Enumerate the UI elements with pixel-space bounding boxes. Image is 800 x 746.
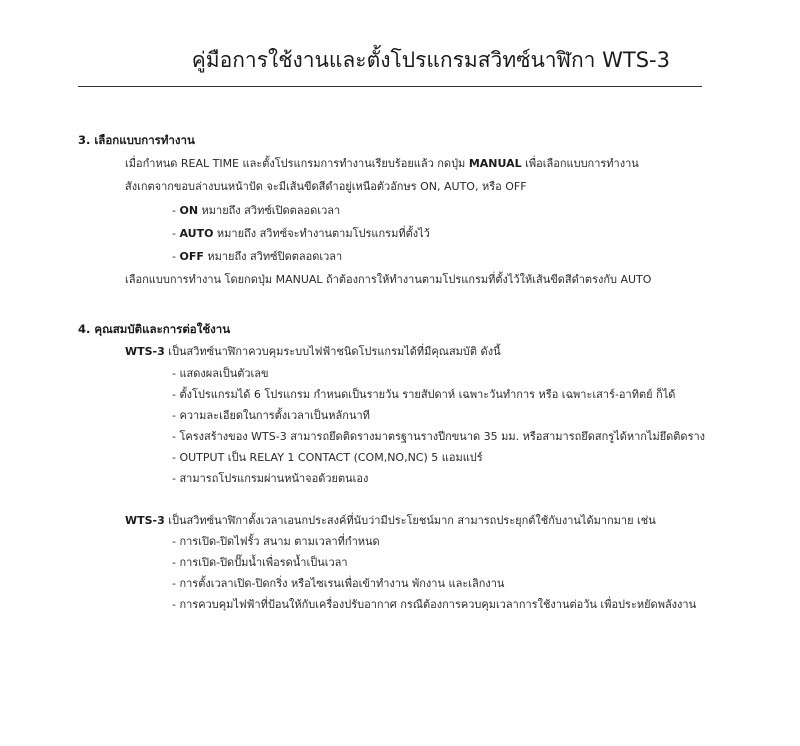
mode-dash: - (172, 250, 180, 263)
section3-paragraph-1 (125, 157, 639, 171)
use-item: - การตั้งเวลาเปิด-ปิดกริ่ง หรือไซเรนเพื่อเข้าทำงาน พักงาน และเลิกงาน (172, 577, 505, 590)
feature-item: - โครงสร้างของ WTS-3 สามารถยึดติดรางมาตรฐานรางปีกขนาด 35 มม. หรือสามารถยึดสกรูได้หากไม่ยึดติดราง (172, 430, 706, 443)
intro-1-text: เป็นสวิทซ์นาฬิกาควบคุมระบบไฟฟ้าชนิดโปรแกรมได้ที่มีคุณสมบัติ ดังนี้ (164, 345, 501, 358)
model-name: WTS-3 (125, 345, 165, 358)
use-item: - การควบคุมไฟฟ้าที่ป้อนให้กับเครื่องปรับอากาศ กรณีต้องการควบคุมเวลาการใช้งานต่อวัน เพื่อประหยัดพลังงาน (172, 598, 697, 611)
use-item: - การเปิด-ปิดปั๊มน้ำเพื่อรดน้ำเป็นเวลา (172, 556, 348, 569)
intro-2-text: เป็นสวิทซ์นาฬิกาตั้งเวลาเอนกประสงค์ที่นับว่ามีประโยชน์มาก สามารถประยุกต์ใช้กับงานได้มากมาย เช่น (164, 514, 656, 527)
mode-off-item (172, 250, 342, 264)
section3-paragraph-3: เลือกแบบการทำงาน โดยกดปุ่ม MANUAL ถ้าต้องการให้ทำงานตามโปรแกรมที่ตั้งไว้ให้เส้นขีดสีดำตรงกับ AUTO (125, 273, 652, 286)
manual-keyword: MANUAL (468, 157, 522, 170)
section4-intro-1 (125, 345, 501, 359)
mode-on-desc: หมายถึง สวิทซ์เปิดตลอดเวลา (198, 204, 341, 217)
mode-dash: - (172, 204, 180, 217)
feature-item: - ตั้งโปรแกรมได้ 6 โปรแกรม กำหนดเป็นรายวัน รายสัปดาห์ เฉพาะวันทำการ หรือ เฉพาะเสาร์-อาทิตย์ ก็ได้ (172, 388, 676, 401)
feature-item: - แสดงผลเป็นตัวเลข (172, 367, 269, 380)
section3-heading: 3. เลือกแบบการทำงาน (78, 133, 195, 147)
mode-auto-item (172, 227, 430, 241)
feature-item: - OUTPUT เป็น RELAY 1 CONTACT (COM,NO,NC) 5 แอมแปร์ (172, 451, 483, 464)
mode-dash: - (172, 227, 180, 240)
section3-p1-a: เมื่อกำหนด REAL TIME และตั้งโปรแกรมการทำงานเรียบร้อยแล้ว กดปุ่ม (125, 157, 469, 170)
section3-paragraph-2: สังเกตจากขอบล่างบนหน้าปัด จะมีเส้นขีดสีดำอยู่เหนือตัวอักษร ON, AUTO, หรือ OFF (125, 180, 527, 193)
mode-auto-key: AUTO (179, 227, 214, 240)
mode-on-key: ON (179, 204, 199, 217)
section4-intro-2 (125, 514, 656, 528)
feature-item: - ความละเอียดในการตั้งเวลาเป็นหลักนาที (172, 409, 370, 422)
feature-item: - สามารถโปรแกรมผ่านหน้าจอด้วยตนเอง (172, 472, 369, 485)
title-divider (78, 86, 702, 87)
section4-heading: 4. คุณสมบัติและการต่อใช้งาน (78, 322, 231, 336)
section3-p1-c: เพื่อเลือกแบบการทำงาน (521, 157, 639, 170)
model-name: WTS-3 (125, 514, 165, 527)
mode-on-item (172, 204, 340, 218)
page-title: คู่มือการใช้งานและตั้งโปรแกรมสวิทซ์นาฬิกา WTS-3 (191, 48, 670, 72)
mode-off-key: OFF (179, 250, 204, 263)
use-item: - การเปิด-ปิดไฟรั้ว สนาม ตามเวลาที่กำหนด (172, 535, 380, 548)
mode-off-desc: หมายถึง สวิทซ์ปิดตลอดเวลา (203, 250, 343, 263)
mode-auto-desc: หมายถึง สวิทซ์จะทำงานตามโปรแกรมที่ตั้งไว้ (213, 227, 430, 240)
